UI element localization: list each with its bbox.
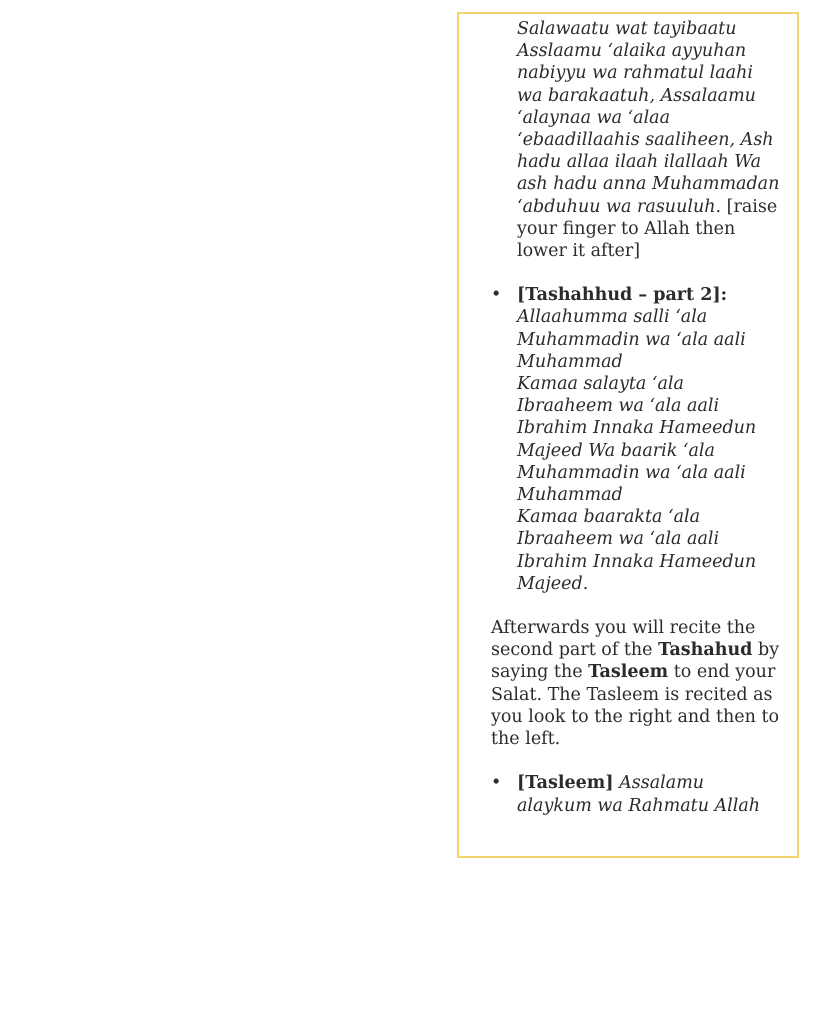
bullet-icon: • — [491, 285, 502, 306]
panel-content — [491, 18, 781, 817]
tasleem-text: Assalamu alaykum wa Rahmatu Allah — [517, 773, 761, 816]
tashahhud-part2-line-1: Allaahumma salli ‘ala Muhammadin wa ‘ala aali Muhammad — [517, 307, 746, 372]
afterwards-text-3: to end your Salat. The Tasleem is recited as you look to the right and then to the left. — [491, 662, 780, 750]
content-panel — [457, 12, 799, 858]
tashahhud-part2-heading: [Tashahhud – part 2]: — [517, 285, 728, 306]
finger-note: [raise your finger to Allah then lower it after] — [517, 196, 778, 262]
bullet-icon: • — [491, 773, 502, 794]
tasleem-heading: [Tasleem] — [517, 773, 614, 794]
tashahhud-part2-list — [491, 284, 781, 595]
afterwards-text-1: Afterwards you will recite the second part of the — [491, 618, 756, 661]
afterwards-paragraph — [491, 617, 781, 750]
afterwards-bold-tasleem: Tasleem — [588, 662, 669, 683]
afterwards-bold-tashahud: Tashahud — [658, 640, 753, 661]
tasleem-list — [491, 772, 781, 816]
afterwards-text-2: by saying the — [491, 640, 780, 683]
list-item — [491, 772, 781, 816]
tashahhud-part2-line-3: Kamaa baarakta ‘ala Ibraaheem wa ‘ala aali Ibrahim Innaka Hameedun Majeed. — [517, 507, 757, 594]
tashahhud-part1-tail — [517, 18, 781, 262]
list-item — [491, 284, 781, 595]
tashahhud-part1-text: Salawaatu wat tayibaatu Asslaamu ‘alaika ayyuhan nabiyyu wa rahmatul laahi wa barakaatuh, Assalaamu ‘alaynaa wa ‘alaa ‘ebaadillaahis saaliheen, Ash hadu allaa ilaah ilallaah Wa ash hadu anna Muhammadan ‘abduhuu wa rasuuluh. — [517, 19, 780, 217]
tashahhud-part2-line-2: Kamaa salayta ‘ala Ibraaheem wa ‘ala aali Ibrahim Innaka Hameedun Majeed Wa baarik ‘ala Muhammadin wa ‘ala aali Muhammad — [517, 374, 757, 506]
